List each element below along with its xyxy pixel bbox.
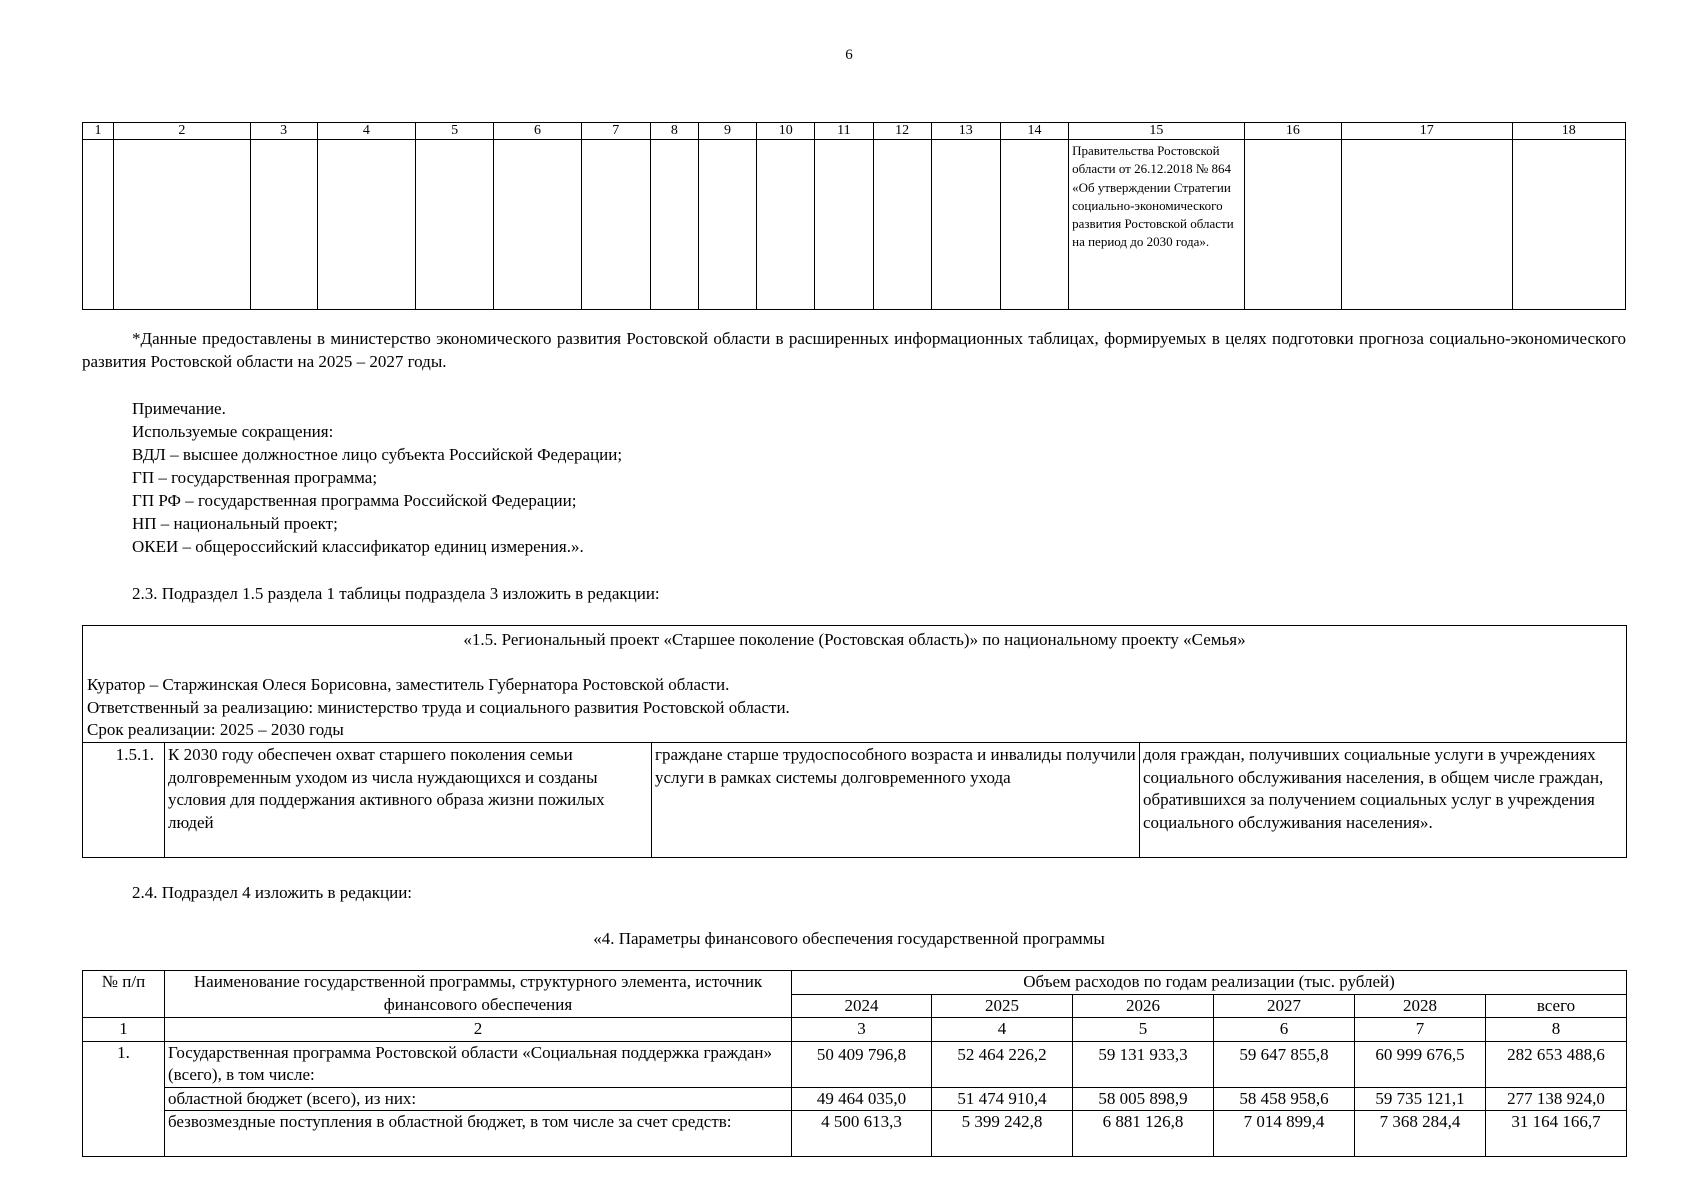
table-cell — [494, 140, 581, 310]
column-index: 8 — [1486, 1018, 1627, 1042]
task-effect: граждане старше трудоспособного возраста и инвалиды получили услуги в рамках системы долговременного ухода — [652, 743, 1140, 858]
index-row — [83, 1018, 1627, 1042]
amount-cell: 59 131 933,3 — [1073, 1041, 1214, 1087]
project-header-row — [83, 626, 1627, 743]
table-cell — [1342, 140, 1513, 310]
amount-cell: 51 474 910,4 — [932, 1087, 1073, 1111]
note-block — [132, 397, 1132, 558]
project-responsible: Ответственный за реализацию: министерство труда и социального развития Ростовской области. — [87, 697, 790, 717]
column-header-volume: Объем расходов по годам реализации (тыс. рублей) — [792, 971, 1627, 995]
task-description: К 2030 году обеспечен охват старшего поколения семьи долговременным уходом из числа нуждающихся и созданы условия для поддержания активного образа жизни пожилых людей — [165, 743, 652, 858]
column-index: 1 — [83, 1018, 165, 1042]
column-number: 6 — [494, 123, 581, 140]
row-name: безвозмездные поступления в областной бюджет, в том числе за счет средств: — [165, 1111, 792, 1157]
year-header: 2024 — [792, 994, 932, 1018]
row-name: Государственная программа Ростовской области «Социальная поддержка граждан» (всего), в том числе: — [165, 1041, 792, 1087]
column-number: 10 — [757, 123, 815, 140]
year-header: 2028 — [1355, 994, 1486, 1018]
table-row — [83, 1111, 1627, 1157]
column-number: 18 — [1512, 123, 1625, 140]
amount-cell: 282 653 488,6 — [1486, 1041, 1627, 1087]
project-header-cell — [83, 626, 1627, 743]
year-header: 2026 — [1073, 994, 1214, 1018]
column-index: 7 — [1355, 1018, 1486, 1042]
financial-parameters-table — [82, 970, 1627, 1157]
amount-cell: 7 014 899,4 — [1214, 1111, 1355, 1157]
column-number: 13 — [931, 123, 1000, 140]
amount-cell: 31 164 166,7 — [1486, 1111, 1627, 1157]
column-header-name: Наименование государственной программы, структурного элемента, источник финансового обеспечения — [165, 971, 792, 1018]
column-number: 8 — [650, 123, 698, 140]
table-row — [83, 140, 1626, 310]
column-index: 3 — [792, 1018, 932, 1042]
amount-cell: 58 005 898,9 — [1073, 1087, 1214, 1111]
column-index: 5 — [1073, 1018, 1214, 1042]
column-index: 2 — [165, 1018, 792, 1042]
note-title: Примечание. — [132, 399, 226, 418]
column-number: 7 — [581, 123, 650, 140]
page-number: 6 — [845, 47, 853, 63]
total-header: всего — [1486, 994, 1627, 1018]
column-number: 1 — [83, 123, 114, 140]
column-number: 2 — [114, 123, 250, 140]
year-header: 2027 — [1214, 994, 1355, 1018]
table-cell — [250, 140, 317, 310]
row-name: областной бюджет (всего), из них: — [165, 1087, 792, 1111]
row-number: 1. — [83, 1041, 165, 1157]
abbreviation-item: НП – национальный проект; — [132, 514, 338, 533]
table-row — [83, 743, 1627, 858]
table-cell — [83, 140, 114, 310]
column-number: 12 — [873, 123, 931, 140]
amount-cell: 52 464 226,2 — [932, 1041, 1073, 1087]
amendment-2-3: 2.3. Подраздел 1.5 раздела 1 таблицы подраздела 3 изложить в редакции: — [132, 584, 660, 603]
column-number: 14 — [1000, 123, 1068, 140]
table-cell — [873, 140, 931, 310]
table-row — [83, 1087, 1627, 1111]
column-number-row — [83, 123, 1626, 140]
amendment-2-4: 2.4. Подраздел 4 изложить в редакции: — [132, 883, 413, 902]
project-curator: Куратор – Старжинская Олеся Борисовна, заместитель Губернатора Ростовской области. — [87, 675, 730, 694]
table-cell — [815, 140, 873, 310]
abbreviation-item: ГП – государственная программа; — [132, 468, 378, 487]
project-period: Срок реализации: 2025 – 2030 годы — [87, 720, 344, 739]
section-title: «4. Параметры финансового обеспечения государственной программы — [593, 929, 1105, 948]
column-index: 4 — [932, 1018, 1073, 1042]
amount-cell: 4 500 613,3 — [792, 1111, 932, 1157]
abbreviation-item: ГП РФ – государственная программа Российской Федерации; — [132, 491, 577, 510]
table-cell — [1000, 140, 1068, 310]
header-row — [83, 971, 1627, 995]
amount-cell: 7 368 284,4 — [1355, 1111, 1486, 1157]
table-cell — [931, 140, 1000, 310]
table-cell — [757, 140, 815, 310]
table-cell — [114, 140, 250, 310]
project-title: «1.5. Региональный проект «Старшее поколение (Ростовская область)» по национальному проекту «Семья» — [463, 630, 1246, 649]
table-cell — [1512, 140, 1625, 310]
column-number: 11 — [815, 123, 873, 140]
amount-cell: 5 399 242,8 — [932, 1111, 1073, 1157]
table-cell — [581, 140, 650, 310]
amount-cell: 58 458 958,6 — [1214, 1087, 1355, 1111]
table-cell — [1244, 140, 1341, 310]
regional-project-table — [82, 625, 1627, 858]
continuation-table — [82, 122, 1626, 310]
column-number: 15 — [1069, 123, 1245, 140]
column-header-num: № п/п — [83, 971, 165, 1018]
amount-cell: 49 464 035,0 — [792, 1087, 932, 1111]
amount-cell: 6 881 126,8 — [1073, 1111, 1214, 1157]
task-number: 1.5.1. — [83, 743, 165, 858]
amount-cell: 59 735 121,1 — [1355, 1087, 1486, 1111]
amount-cell: 60 999 676,5 — [1355, 1041, 1486, 1087]
legal-basis-cell: Правительства Ростовской области от 26.12.2018 № 864 «Об утверждении Стратегии социально-экономического развития Ростовской области на период до 2030 года». — [1069, 140, 1245, 310]
amount-cell: 59 647 855,8 — [1214, 1041, 1355, 1087]
column-number: 3 — [250, 123, 317, 140]
note-intro: Используемые сокращения: — [132, 422, 334, 441]
column-number: 4 — [317, 123, 415, 140]
table-cell — [698, 140, 756, 310]
column-number: 16 — [1244, 123, 1341, 140]
abbreviation-item: ВДЛ – высшее должностное лицо субъекта Российской Федерации; — [132, 445, 623, 464]
column-number: 5 — [416, 123, 494, 140]
table-cell — [317, 140, 415, 310]
amount-cell: 277 138 924,0 — [1486, 1087, 1627, 1111]
column-number: 9 — [698, 123, 756, 140]
task-indicator: доля граждан, получивших социальные услуги в учреждениях социального обслуживания населения, в общем числе граждан, обратившихся за получением социальных услуг в учреждения социального обслуживания населения». — [1140, 743, 1627, 858]
column-index: 6 — [1214, 1018, 1355, 1042]
abbreviation-item: ОКЕИ – общероссийский классификатор единиц измерения.». — [132, 537, 584, 556]
amount-cell: 50 409 796,8 — [792, 1041, 932, 1087]
table-cell — [650, 140, 698, 310]
column-number: 17 — [1342, 123, 1513, 140]
year-header: 2025 — [932, 994, 1073, 1018]
footnote: *Данные предоставлены в министерство экономического развития Ростовской области в расширенных информационных таблицах, формируемых в целях подготовки прогноза социально-экономического развития Ростовской области на 2025 – 2027 годы. — [82, 329, 1626, 371]
table-row — [83, 1041, 1627, 1087]
table-cell — [416, 140, 494, 310]
